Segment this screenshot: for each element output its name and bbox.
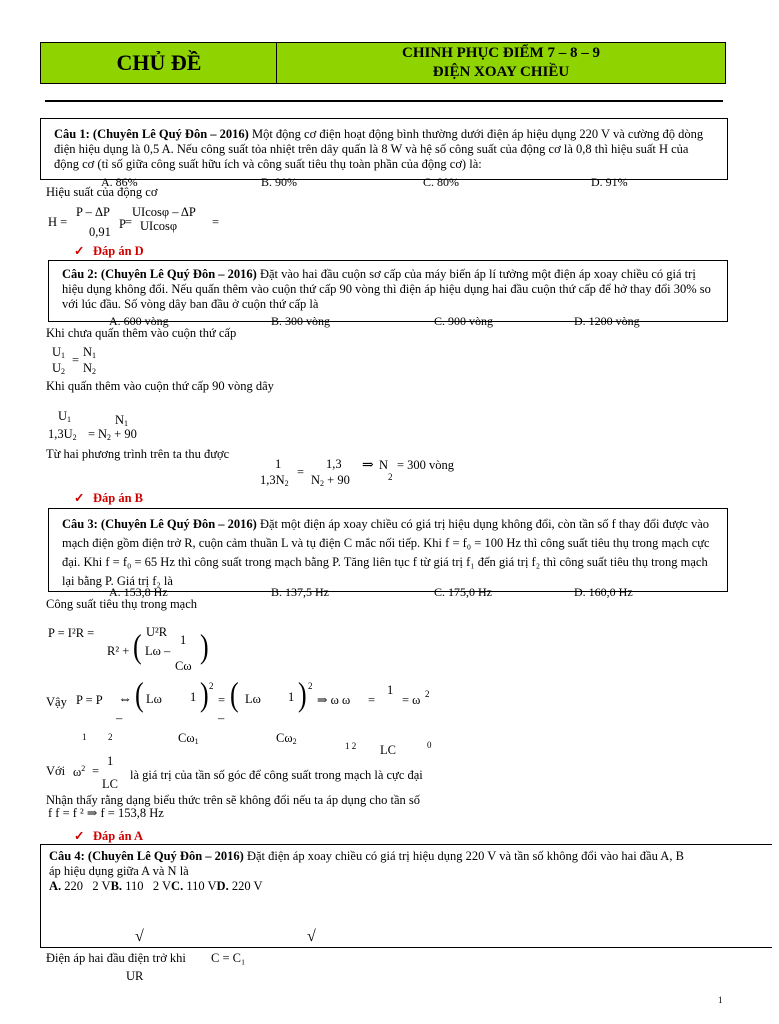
solution-1-result: 0,91 (89, 225, 111, 239)
question-2-option-a: A. 600 vòng (109, 314, 169, 328)
question-1-body: Một động cơ điện hoạt động bình thường dưới điện áp hiệu dụng 220 V và cường độ dòng điện hiệu dụng là 0,5 A. Nếu công suất tỏa nhiệt trên dây quấn là 8 W và hệ số công suất của động cơ là 0,8 thì hiệu suất H của động cơ (tỉ số giữa công suất hữu ích và công suất tiêu thụ toàn phần của động cơ) là: (54, 127, 704, 171)
header-divider (45, 100, 723, 102)
solution-3-vay: Vậy (46, 695, 67, 709)
solution-1-intro: Hiệu suất của động cơ (46, 185, 158, 199)
solution-3-pp: P = P (76, 693, 103, 707)
question-1-source: (Chuyên Lê Quý Đôn – 2016) (92, 127, 249, 141)
question-4-body2: áp hiệu dụng giữa A và N là (49, 864, 189, 878)
solution-3-eqf: = (92, 764, 100, 778)
question-3-option-a: A. 153,8 Hz (109, 585, 168, 599)
solution-2-n1: $N_1$ (83, 345, 97, 360)
solution-3-one-a: 1 (190, 690, 197, 704)
header-title: CHỦ ĐỀ (116, 50, 202, 75)
solution-1-num2: UIcosφ – ΔP (132, 205, 196, 219)
solution-3-eq2: = (368, 693, 376, 707)
solution-3-cw2: $C\omega_2$ (276, 731, 297, 746)
page-number: 1 (718, 995, 723, 1005)
solution-4-line1: Điện áp hai đầu điện trở khi (46, 951, 186, 965)
question-2-box (48, 260, 728, 328)
question-1-option-c: C. 80% (423, 175, 459, 189)
solution-3-one-c: 1 (387, 683, 394, 697)
solution-3-one-d: 1 (107, 754, 114, 768)
question-4-label: Câu 4: (49, 849, 85, 863)
solution-2-answer: Đáp án B (93, 491, 144, 505)
solution-2-check-icon: ✓ (74, 491, 85, 505)
solution-3-ff-eq: f f = f ² ⇒ f = 153,8 Hz (48, 806, 164, 820)
solution-3-paren3-open: ( (230, 675, 239, 714)
solution-3-sub12: 1 2 (345, 741, 357, 751)
solution-3-paren-close: ) (200, 627, 209, 666)
question-1-option-a: A. 86% (101, 175, 138, 189)
question-2-label: Câu 2: (62, 267, 98, 281)
solution-1-den2: UIcosφ (140, 219, 178, 233)
solution-3-sub2-a: 2 (108, 732, 113, 742)
solution-4-cond: C = C₁ (211, 951, 246, 965)
solution-3-lw2: Lω (146, 692, 162, 706)
solution-3-lc: LC (380, 743, 396, 757)
solution-2-frac-den2: $N_2 + 90$ (311, 473, 350, 488)
solution-3-paren2-close: ) (200, 675, 209, 714)
question-3-option-d: D. 160,0 Hz (574, 585, 633, 599)
solution-1-eq2: = (212, 215, 220, 229)
solution-3-lc2: LC (102, 777, 118, 791)
question-3-source: (Chuyên Lê Quý Đôn – 2016) (100, 517, 257, 531)
solution-2-result-val: = 300 vòng (397, 458, 455, 472)
question-1-option-d: D. 91% (591, 175, 628, 189)
question-4-box (40, 844, 772, 948)
question-4-sqrt-a: √ (135, 928, 144, 945)
solution-1-eq: = (125, 215, 133, 229)
solution-3-paren3-close: ) (298, 675, 307, 714)
question-3-option-c: C. 175,0 Hz (434, 585, 492, 599)
solution-1-h: H = (48, 215, 68, 229)
question-2-source: (Chuyên Lê Quý Đôn – 2016) (100, 267, 257, 281)
solution-3-voi: Với (46, 764, 66, 778)
solution-2-u1: $U_1$ (52, 345, 66, 360)
question-4-sqrt-b: √ (307, 928, 316, 945)
question-2-text (62, 267, 717, 312)
solution-1-check-icon: ✓ (74, 244, 85, 258)
question-3-box (48, 508, 728, 599)
question-4-body: Đặt điện áp xoay chiều có giá trị hiệu dụng 220 V và tần số không đổi vào hai đầu A, B (246, 849, 684, 863)
solution-2-line1: Khi chưa quấn thêm vào cuộn thứ cấp (46, 326, 237, 340)
solution-3-eq: = (218, 693, 226, 707)
solution-3-sub0: 0 (427, 740, 432, 750)
solution-1-den1: P (119, 217, 126, 231)
solution-3-cw: Cω (175, 659, 192, 673)
solution-3-paren-open: ( (133, 627, 142, 666)
solution-3-iff: ⇔ (118, 692, 132, 707)
solution-3-sub1-a: 1 (82, 732, 87, 742)
solution-2-result-n: N (379, 458, 389, 472)
solution-2-eq: = (72, 353, 80, 367)
solution-3-voi-text: là giá trị của tần số góc để công suất trong mạch là cực đại (130, 768, 423, 782)
solution-3-line1: Công suất tiêu thụ trong mạch (46, 597, 198, 611)
solution-3-w2: $\omega^2$ (73, 764, 86, 779)
solution-2-n1b: $N_1$ (115, 413, 129, 428)
question-3-option-b: B. 137,5 Hz (271, 585, 329, 599)
solution-2-line2: Khi quấn thêm vào cuộn thứ cấp 90 vòng dây (46, 379, 274, 393)
solution-2-u1b: $U_1$ (58, 409, 72, 424)
header-topic-line1: CHINH PHỤC ĐIỂM 7 – 8 – 9 (402, 45, 600, 61)
solution-3-r2plus: R² + (107, 644, 130, 658)
solution-3-arrow: ⇒ ω ω (317, 693, 351, 707)
question-3-text (62, 515, 722, 591)
solution-2-frac-num1: 1 (275, 457, 282, 471)
header-topic-line2: ĐIỆN XOAY CHIỀU (432, 64, 570, 80)
solution-2-frac-eq: = (297, 465, 305, 479)
solution-3-nhan: Nhận thấy rằng dạng biểu thức trên sẽ không đổi nếu ta áp dụng cho tần số (46, 793, 421, 807)
solution-3-pow2: 2 (209, 681, 214, 691)
question-2-body: Đặt vào hai đầu cuộn sơ cấp của máy biến áp lí tưởng một điện áp xoay chiều có giá trị hiệu dụng không đổi. Nếu quấn thêm vào cuộn thứ cấp 90 vòng thì điện áp hiệu dụng hai đầu cuộn thứ cấp để hở thay đổi 30% so với lúc đầu. Số vòng dây ban đầu ở cuộn thứ cấp là (62, 267, 711, 311)
solution-2-arrow: ⇒ (362, 458, 374, 473)
solution-3-one: 1 (180, 633, 187, 647)
solution-1-num1: P – ΔP (76, 205, 110, 219)
question-3-body-b: f = f₀ = 100 Hz thì công suất tiêu thụ trong mạch cực đại. Khi f = f₀ = 65 Hz thì công suất trong mạch bằng P. Tăng liên tục f từ giá trị f₁ đến giá trị f₂ thì công suất tiêu thụ trong mạch lại bằng P. Giá trị f₂ là (62, 536, 710, 588)
solution-2-eq-b: = (88, 427, 96, 441)
question-3-body-a: Đặt một điện áp xoay chiều có giá trị hiệu dụng không đổi, còn tần số f thay đổi được vào mạch điện gồm điện trở R, cuộn cảm thuần L và tụ điện C mắc nối tiếp. Khi (62, 517, 710, 550)
solution-3-pow2c: 2 (425, 689, 430, 699)
question-1-box (40, 118, 728, 189)
question-2-option-b: B. 300 vòng (271, 314, 331, 328)
question-4-options: A. 220 2 VB. 110 2 VC. 110 VD. 220 V (49, 879, 263, 893)
solution-3-minus-b: – (218, 711, 225, 725)
solution-2-n2b: $N_2 + 90$ (98, 427, 137, 442)
solution-3-p-eq: P = I²R = (48, 626, 95, 640)
solution-2-u2: $U_2$ (52, 361, 66, 376)
solution-3-answer: Đáp án A (93, 829, 144, 843)
solution-2-n2: $N_2$ (83, 361, 97, 376)
question-4-text (49, 849, 779, 864)
solution-3-lw3: Lω (245, 692, 261, 706)
solution-3-cw1: $C\omega_1$ (178, 731, 199, 746)
solution-3-paren2-open: ( (135, 675, 144, 714)
solution-3-one-b: 1 (288, 690, 295, 704)
solution-3-u2r: U²R (146, 625, 168, 639)
solution-2-result-sub: 2 (388, 472, 393, 482)
question-3-label: Câu 3: (62, 517, 98, 531)
solution-3-eqw: = ω (402, 693, 421, 707)
question-1-option-b: B. 90% (261, 175, 297, 189)
solution-2-frac-den1: $1,3N_2$ (260, 473, 289, 488)
question-2-option-d: D. 1200 vòng (574, 314, 640, 328)
question-2-option-c: C. 900 vòng (434, 314, 494, 328)
question-1-text (54, 127, 716, 172)
solution-1-answer: Đáp án D (93, 244, 144, 258)
solution-2-u2b: $1,3U_2$ (48, 427, 77, 442)
solution-3-minus-a: – (116, 711, 123, 725)
solution-3-check-icon: ✓ (74, 829, 85, 843)
solution-2-line3: Từ hai phương trình trên ta thu được (46, 447, 230, 461)
solution-3-pow2b: 2 (308, 681, 313, 691)
solution-2-frac-num2: 1,3 (326, 457, 342, 471)
solution-4-ur: UR (126, 969, 144, 983)
solution-3-lw: Lω – (145, 644, 171, 658)
question-4-source: (Chuyên Lê Quý Đôn – 2016) (87, 849, 244, 863)
question-1-label: Câu 1: (54, 127, 90, 141)
